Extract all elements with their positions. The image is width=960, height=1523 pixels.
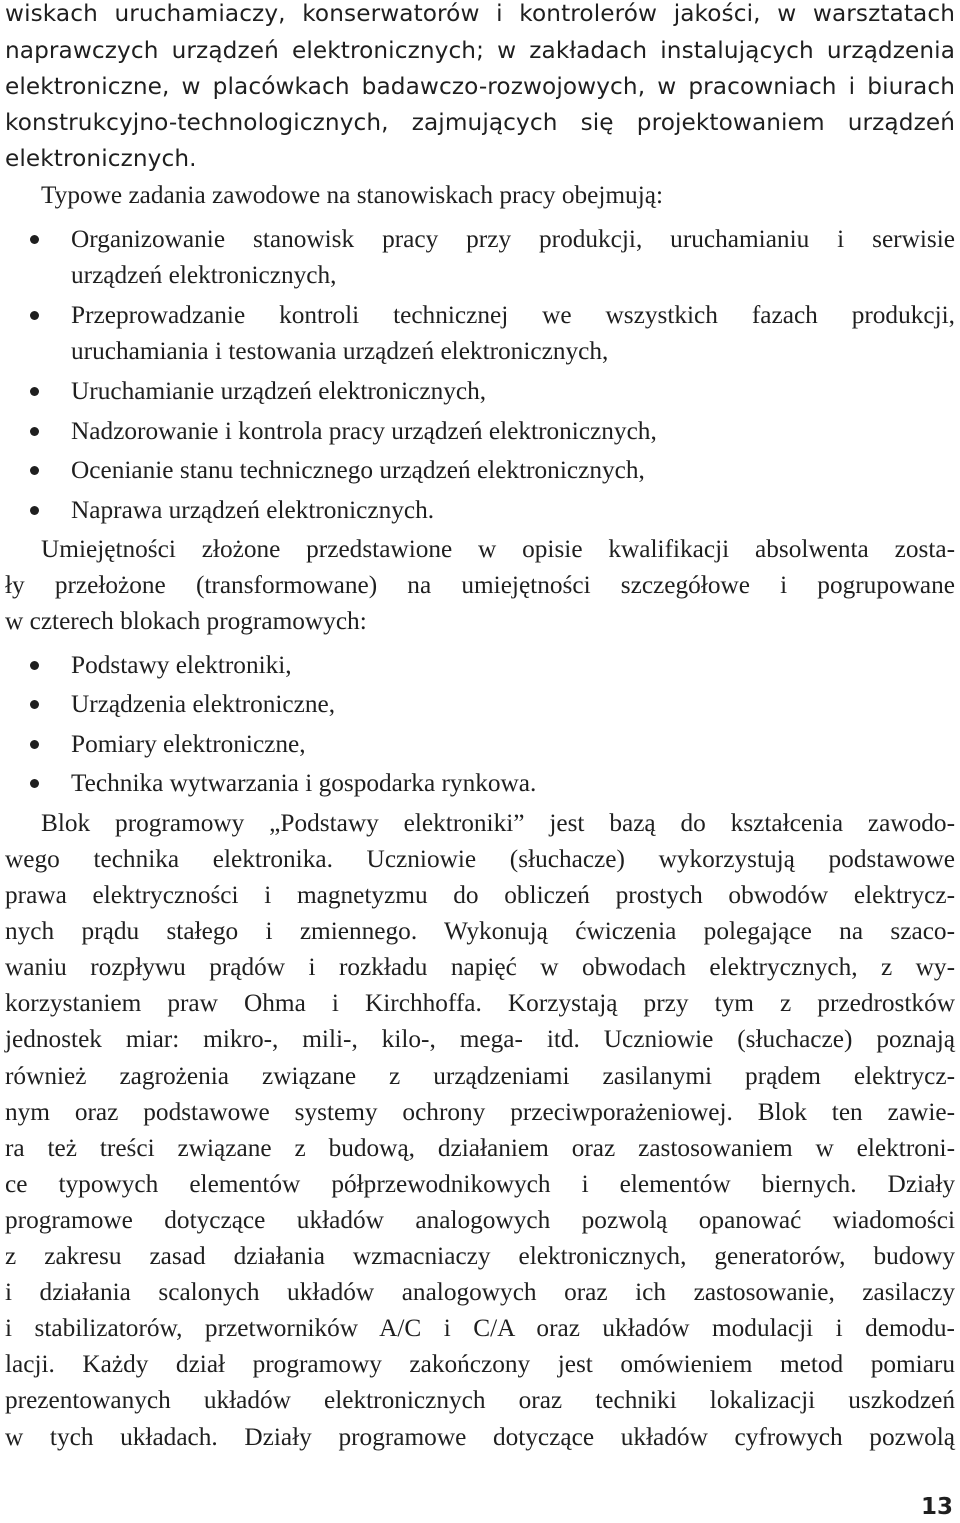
list-item-text: Urządzenia elektroniczne, bbox=[71, 690, 336, 718]
tasks-intro: Typowe zadania zawodowe na stanowiskach pracy obejmują: bbox=[41, 181, 663, 209]
list-item-text: Podstawy elektroniki, bbox=[71, 651, 292, 679]
text-line: prawa elektryczności i magnetyzmu do obliczeń prostych obwodów elektrycz- bbox=[5, 881, 955, 909]
text-line: Blok programowy „Podstawy elektroniki” jest bazą do kształcenia zawodo- bbox=[41, 809, 955, 837]
list-item-text: Naprawa urządzeń elektronicznych. bbox=[71, 496, 435, 524]
text-line: i działania scalonych układów analogowych oraz ich zastosowanie, zasilaczy bbox=[5, 1278, 955, 1306]
text-line: również zagrożenia związane z urządzeniami zasilanymi prądem elektrycz- bbox=[5, 1062, 955, 1090]
text-line: waniu rozpływu prądów i rozkładu napięć w obwodach elektrycznych, z wy- bbox=[5, 953, 955, 981]
list-item-text: Organizowanie stanowisk pracy przy produkcji, uruchamianiu i serwisie bbox=[71, 225, 955, 253]
bullet-icon bbox=[30, 311, 39, 320]
text-line: w czterech blokach programowych: bbox=[5, 607, 367, 635]
bullet-icon bbox=[30, 427, 39, 436]
text-line: konstrukcyjno-technologicznych, zajmujących się projektowaniem urządzeń bbox=[5, 109, 955, 136]
list-item-text: Technika wytwarzania i gospodarka rynkowa. bbox=[71, 769, 537, 797]
list-item-text: urządzeń elektronicznych, bbox=[71, 261, 337, 289]
text-line: nym oraz podstawowe systemy ochrony przeciwporażeniowej. Blok ten zawie- bbox=[5, 1098, 955, 1126]
page-number: 13 bbox=[920, 1494, 953, 1520]
text-line: i stabilizatorów, przetworników A/C i C/A oraz układów modulacji i demodu- bbox=[5, 1314, 955, 1342]
text-line: wego technika elektronika. Uczniowie (słuchacze) wykorzystują podstawowe bbox=[5, 845, 955, 873]
bullet-icon bbox=[30, 387, 39, 396]
list-item-text: Ocenianie stanu technicznego urządzeń elektronicznych, bbox=[71, 456, 645, 484]
bullet-icon bbox=[30, 779, 39, 788]
bullet-icon bbox=[30, 700, 39, 709]
bullet-icon bbox=[30, 661, 39, 670]
text-line: programowe dotyczące układów analogowych pozwolą opanować wiadomości bbox=[5, 1206, 955, 1234]
bullet-icon bbox=[30, 506, 39, 515]
bullet-icon bbox=[30, 740, 39, 749]
text-line: nych prądu stałego i zmiennego. Wykonują ćwiczenia polegające na szaco- bbox=[5, 917, 955, 945]
list-item-text: Uruchamianie urządzeń elektronicznych, bbox=[71, 377, 487, 405]
text-line: korzystaniem praw Ohma i Kirchhoffa. Korzystają przy tym z przedrostków bbox=[5, 989, 955, 1017]
bullet-icon bbox=[30, 235, 39, 244]
text-line: ły przełożone (transformowane) na umiejętności szczegółowe i pogrupowane bbox=[5, 571, 955, 599]
list-item-text: Nadzorowanie i kontrola pracy urządzeń elektronicznych, bbox=[71, 417, 657, 445]
text-line: elektronicznych. bbox=[5, 145, 197, 172]
text-line: Umiejętności złożone przedstawione w opisie kwalifikacji absolwenta zosta- bbox=[41, 535, 955, 563]
text-line: elektroniczne, w placówkach badawczo-rozwojowych, w pracowniach i biurach bbox=[5, 73, 955, 100]
bullet-icon bbox=[30, 466, 39, 475]
text-line: z zakresu zasad działania wzmacniaczy elektronicznych, generatorów, budowy bbox=[5, 1242, 955, 1270]
text-line: wiskach uruchamiaczy, konserwatorów i kontrolerów jakości, w warsztatach bbox=[5, 0, 955, 27]
text-line: ra też treści związane z budową, działaniem oraz zastosowaniem w elektroni- bbox=[5, 1134, 955, 1162]
text-line: naprawczych urządzeń elektronicznych; w zakładach instalujących urządzenia bbox=[5, 37, 955, 64]
list-item-text: Pomiary elektroniczne, bbox=[71, 730, 306, 758]
text-line: lacji. Każdy dział programowy zakończony jest omówieniem metod pomiaru bbox=[5, 1350, 955, 1378]
text-line: ce typowych elementów półprzewodnikowych i elementów biernych. Działy bbox=[5, 1170, 955, 1198]
text-line: jednostek miar: mikro-, mili-, kilo-, mega- itd. Uczniowie (słuchacze) poznają bbox=[5, 1025, 955, 1053]
list-item-text: Przeprowadzanie kontroli technicznej we wszystkich fazach produkcji, bbox=[71, 301, 955, 329]
text-line: prezentowanych układów elektronicznych oraz techniki lokalizacji uszkodzeń bbox=[5, 1386, 955, 1414]
text-line: w tych układach. Działy programowe dotyczące układów cyfrowych pozwolą bbox=[5, 1423, 955, 1451]
list-item-text: uruchamiania i testowania urządzeń elektronicznych, bbox=[71, 337, 609, 365]
